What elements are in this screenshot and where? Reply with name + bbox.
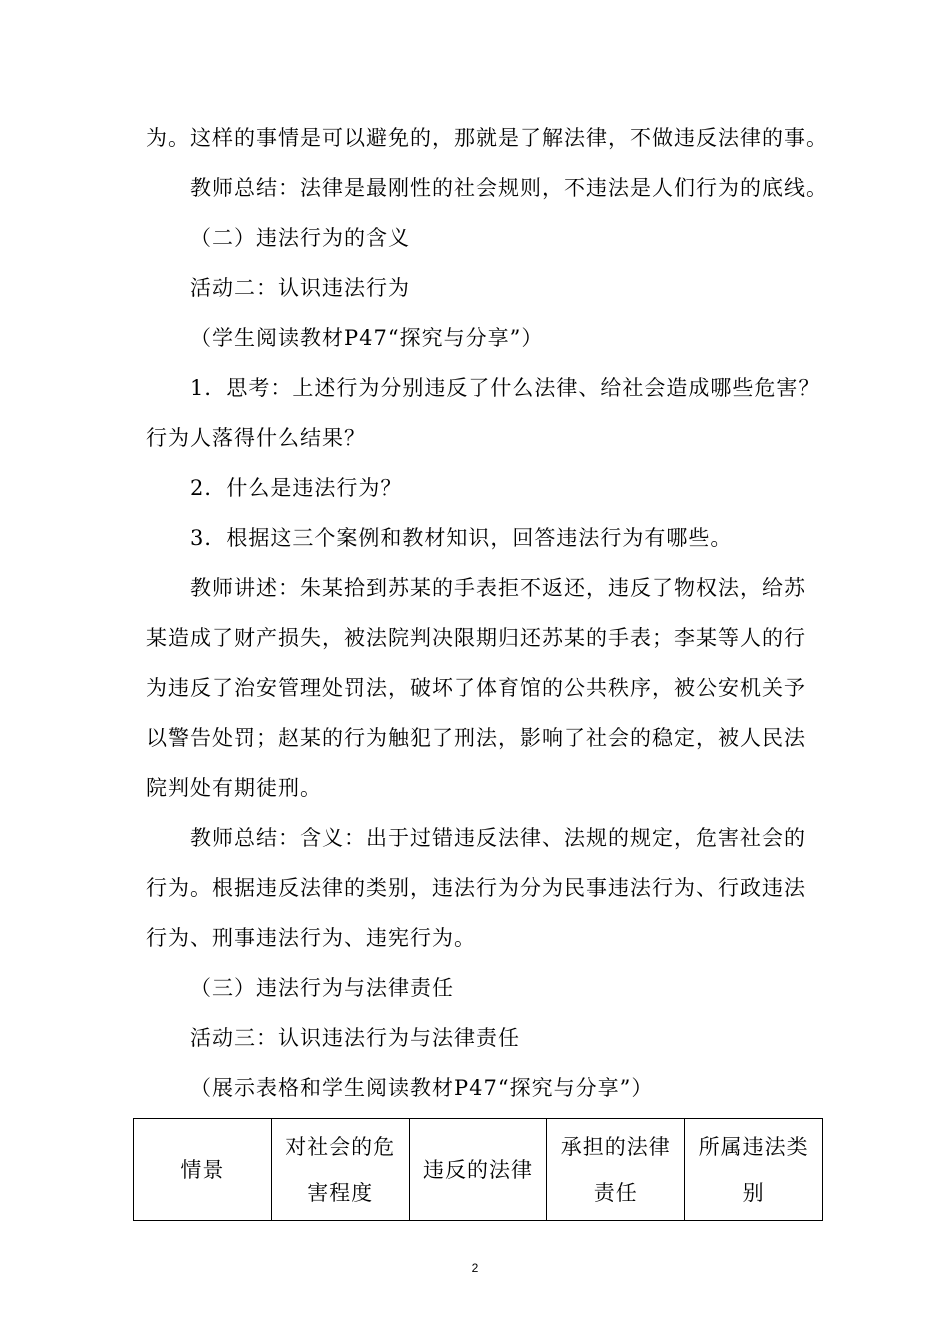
table-header-row <box>134 1119 823 1221</box>
question-line: 1．思考：上述行为分别违反了什么法律、给社会造成哪些危害？ <box>190 376 821 400</box>
header-cell-legal-liability: 承担的法律责任 <box>547 1119 685 1221</box>
page-number: 2 <box>471 1261 479 1275</box>
question-line: 行为人落得什么结果？ <box>146 426 366 450</box>
activity-heading: 活动三：认识违法行为与法律责任 <box>190 1026 520 1050</box>
legal-responsibility-table <box>133 1118 823 1221</box>
question-line: 2．什么是违法行为？ <box>190 476 403 500</box>
paragraph-line: 行为、刑事违法行为、违宪行为。 <box>146 926 476 950</box>
header-cell-scenario: 情景 <box>134 1119 272 1221</box>
paragraph-line: 院判处有期徒刑。 <box>146 776 322 800</box>
section-heading: （三）违法行为与法律责任 <box>190 976 454 1000</box>
paragraph-line: （展示表格和学生阅读教材P47“探究与分享”） <box>190 1076 654 1100</box>
header-cell-violation-category: 所属违法类别 <box>685 1119 823 1221</box>
paragraph-line: 以警告处罚；赵某的行为触犯了刑法，影响了社会的稳定，被人民法 <box>146 726 806 750</box>
paragraph-line: 为违反了治安管理处罚法，破坏了体育馆的公共秩序，被公安机关予 <box>146 676 806 700</box>
paragraph-line: 某造成了财产损失，被法院判决限期归还苏某的手表；李某等人的行 <box>146 626 806 650</box>
paragraph-line: （学生阅读教材P47“探究与分享”） <box>190 326 544 350</box>
paragraph-line: 行为。根据违反法律的类别，违法行为分为民事违法行为、行政违法 <box>146 876 806 900</box>
paragraph-line: 为。这样的事情是可以避免的，那就是了解法律，不做违反法律的事。 <box>146 126 828 150</box>
header-cell-law-violated: 违反的法律 <box>409 1119 547 1221</box>
activity-heading: 活动二：认识违法行为 <box>190 276 410 300</box>
question-line: 3．根据这三个案例和教材知识，回答违法行为有哪些。 <box>190 526 733 550</box>
section-heading: （二）违法行为的含义 <box>190 226 410 250</box>
header-cell-harm-degree: 对社会的危害程度 <box>271 1119 409 1221</box>
paragraph-line: 教师总结：含义：出于过错违反法律、法规的规定，危害社会的 <box>190 826 806 850</box>
paragraph-line: 教师讲述：朱某拾到苏某的手表拒不返还，违反了物权法，给苏 <box>190 576 806 600</box>
paragraph-line: 教师总结：法律是最刚性的社会规则，不违法是人们行为的底线。 <box>190 176 828 200</box>
